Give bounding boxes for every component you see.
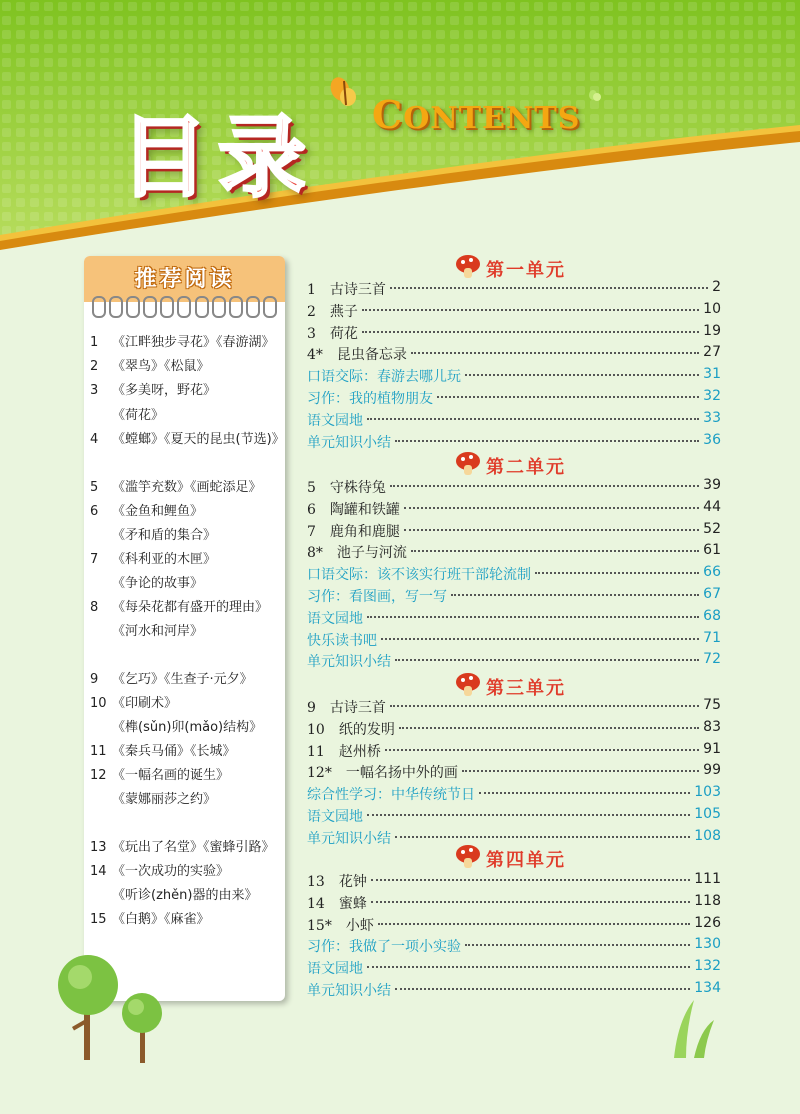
toc-entry[interactable] — [307, 741, 721, 761]
toc-entry-page: 2 — [712, 279, 721, 295]
ring-icon — [177, 296, 191, 318]
toc-entry-page: 72 — [703, 651, 721, 668]
mushroom-icon — [455, 844, 481, 870]
toc-entry[interactable] — [307, 719, 721, 739]
toc-entry-page: 71 — [703, 629, 721, 646]
toc-entry-title: 11 赵州桥 — [307, 743, 381, 760]
recommended-item — [90, 668, 253, 687]
dot-leader — [395, 659, 699, 661]
toc-entry-page: 83 — [703, 718, 721, 735]
toc-entry-title: 14 蜜蜂 — [307, 895, 367, 912]
dot-leader — [362, 309, 699, 311]
recommended-item-title: 《一幅名画的诞生》 — [112, 768, 230, 783]
toc-entry-page: 105 — [694, 806, 721, 822]
toc-entry-title: 2 燕子 — [307, 303, 358, 320]
ring-icon — [229, 296, 243, 318]
ring-icon — [195, 296, 209, 318]
recommended-item-number: 5 — [90, 480, 99, 495]
recommended-item-number: 6 — [90, 504, 99, 519]
toc-entry-page: 33 — [703, 409, 721, 426]
toc-entry-title: 5 守株待兔 — [307, 480, 386, 496]
butterfly-icon — [330, 75, 360, 115]
title-english — [372, 92, 580, 137]
recommended-item-number: 12 — [90, 768, 107, 783]
recommended-item-title: 《玩出了名堂》《蜜蜂引路》 — [112, 840, 275, 855]
recommended-item-title: 《科利亚的木匣》 — [112, 552, 217, 567]
recommended-item — [90, 548, 216, 567]
recommended-item-title: 《江畔独步寻花》《春游湖》 — [112, 335, 275, 350]
toc-entry[interactable] — [307, 521, 721, 541]
dot-leader — [479, 792, 690, 794]
recommended-item — [90, 620, 203, 639]
toc-entry[interactable] — [307, 697, 721, 717]
toc-entry-title: 口语交际：该不该实行班干部轮流制 — [307, 567, 531, 584]
toc-entry-title: 7 鹿角和鹿腿 — [307, 523, 400, 540]
recommended-item — [90, 596, 268, 615]
recommended-item-title: 《印刷术》 — [112, 696, 178, 711]
toc-entry[interactable] — [307, 828, 721, 848]
toc-entry-title: 单元知识小结 — [307, 983, 391, 999]
toc-entry-title: 单元知识小结 — [307, 434, 391, 451]
recommended-item-title: 《秦兵马俑》《长城》 — [112, 744, 236, 759]
toc-entry-title: 单元知识小结 — [307, 654, 391, 671]
recommended-item-number: 10 — [90, 696, 107, 711]
dot-leader — [378, 923, 690, 925]
toc-entry-title: 4* 昆虫备忘录 — [307, 347, 407, 364]
dot-leader — [371, 901, 690, 903]
dot-leader — [535, 572, 699, 574]
recommended-item-number: 2 — [90, 359, 99, 374]
toc-entry-title: 12* 一幅名扬中外的画 — [307, 765, 458, 782]
ring-icon — [143, 296, 157, 318]
toc-entry-title: 单元知识小结 — [307, 830, 391, 847]
recommended-item — [90, 404, 164, 423]
recommended-item — [90, 860, 229, 879]
dot-leader — [404, 529, 699, 531]
toc-entry-page: 61 — [703, 542, 721, 559]
toc-entry-page: 134 — [694, 980, 721, 996]
recommended-item-number: 15 — [90, 912, 107, 927]
unit-heading: 第四单元 — [486, 850, 566, 871]
mushroom-icon — [455, 254, 481, 280]
recommended-item-title: 《荷花》 — [112, 408, 165, 423]
recommended-reading-panel — [84, 256, 285, 1001]
toc-entry[interactable] — [307, 762, 721, 782]
recommended-item — [90, 331, 275, 350]
toc-entry[interactable] — [307, 608, 721, 628]
recommended-item — [90, 740, 236, 759]
toc-entry-page: 103 — [694, 784, 721, 801]
toc-entry[interactable] — [307, 366, 721, 386]
toc-entry[interactable] — [307, 499, 721, 519]
toc-entry-page: 52 — [703, 520, 721, 537]
recommended-item-title: 《螳螂》《夏天的昆虫(节选)》 — [112, 432, 285, 447]
toc-entry-title: 习作：我做了一项小实验 — [307, 939, 461, 956]
dot-leader — [371, 879, 690, 881]
page-title: 目录 — [120, 106, 317, 209]
recommended-item — [90, 716, 262, 735]
dot-leader — [395, 988, 690, 990]
toc-entry[interactable] — [307, 651, 721, 671]
dot-leader — [367, 616, 699, 618]
toc-entry-title: 3 荷花 — [307, 325, 358, 342]
toc-entry-title: 快乐读书吧 — [307, 632, 377, 649]
recommended-item — [90, 692, 177, 711]
dot-leader — [404, 507, 699, 509]
toc-entry-page: 99 — [703, 762, 721, 779]
unit-heading: 第三单元 — [486, 678, 566, 699]
toc-entry-page: 118 — [694, 892, 721, 909]
toc-entry-page: 39 — [703, 477, 721, 493]
recommended-item-title: 《争论的故事》 — [112, 576, 204, 591]
mushroom-icon — [455, 672, 481, 698]
toc-entry[interactable] — [307, 410, 721, 430]
toc-entry-page: 91 — [703, 740, 721, 757]
toc-entry-page: 126 — [694, 914, 721, 931]
toc-entry[interactable] — [307, 323, 721, 343]
dot-leader — [385, 749, 699, 751]
recommended-item — [90, 428, 285, 447]
toc-entry[interactable] — [307, 893, 721, 913]
dot-leader — [390, 485, 699, 487]
toc-entry-page: 130 — [694, 936, 721, 953]
toc-entry-title: 13 花钟 — [307, 874, 367, 890]
toc-entry-page: 36 — [703, 431, 721, 448]
title-english-initial: C — [372, 92, 404, 137]
dot-leader — [465, 374, 699, 376]
recommended-item-number: 4 — [90, 432, 99, 447]
dot-leader — [390, 287, 708, 289]
toc-entry[interactable] — [307, 784, 721, 804]
toc-entry[interactable] — [307, 344, 721, 364]
recommended-item-title: 《河水和河岸》 — [112, 624, 204, 639]
dot-leader — [395, 836, 690, 838]
toc-entry-title: 语文园地 — [307, 961, 363, 978]
recommended-item-number: 13 — [90, 840, 107, 855]
mushroom-icon — [455, 451, 481, 477]
toc-entry-page: 132 — [694, 958, 721, 975]
recommended-item — [90, 476, 262, 495]
recommended-item — [90, 355, 210, 374]
toc-entry-page: 67 — [703, 586, 721, 602]
toc-entry-title: 8* 池子与河流 — [307, 545, 407, 562]
dot-leader — [462, 770, 699, 772]
toc-entry[interactable] — [307, 586, 721, 606]
unit-heading: 第一单元 — [486, 260, 566, 281]
toc-entry[interactable] — [307, 915, 721, 935]
toc-entry-page: 10 — [703, 300, 721, 317]
recommended-item — [90, 908, 210, 927]
dot-leader — [381, 638, 699, 640]
recommended-item — [90, 836, 275, 855]
toc-entry[interactable] — [307, 936, 721, 956]
panel-title: 推荐阅读 — [134, 267, 235, 292]
binder-rings — [92, 296, 277, 318]
toc-entry-page: 68 — [703, 607, 721, 624]
toc-entry-page: 66 — [703, 564, 721, 581]
recommended-item-title: 《一次成功的实验》 — [112, 864, 230, 879]
toc-entry-title: 口语交际：春游去哪儿玩 — [307, 369, 461, 386]
recommended-item — [90, 884, 257, 903]
toc-entry-page: 31 — [703, 366, 721, 383]
recommended-item-title: 《蒙娜丽莎之约》 — [112, 792, 217, 807]
toc-entry-page: 44 — [703, 498, 721, 515]
toc-entry[interactable] — [307, 477, 721, 497]
toc-entry-page: 75 — [703, 697, 721, 713]
dot-leader — [367, 418, 699, 420]
recommended-item-title: 《榫(sǔn)卯(mǎo)结构》 — [112, 720, 263, 735]
toc-entry-title: 9 古诗三首 — [307, 700, 386, 716]
dot-leader — [437, 396, 699, 398]
toc-entry[interactable] — [307, 806, 721, 826]
dot-leader — [411, 550, 699, 552]
recommended-item-number: 1 — [90, 335, 99, 350]
ring-icon — [212, 296, 226, 318]
toc-entry-title: 10 纸的发明 — [307, 721, 395, 738]
dot-leader — [390, 705, 699, 707]
toc-entry-page: 19 — [703, 322, 721, 339]
recommended-item — [90, 572, 203, 591]
recommended-item — [90, 379, 216, 398]
ring-icon — [92, 296, 106, 318]
unit-heading: 第二单元 — [486, 457, 566, 478]
recommended-item-number: 14 — [90, 864, 107, 879]
recommended-item-title: 《乞巧》《生查子·元夕》 — [112, 672, 253, 687]
toc-entry[interactable] — [307, 279, 721, 299]
toc-entry[interactable] — [307, 871, 721, 891]
grass-illustration — [664, 1000, 724, 1064]
toc-entry-title: 语文园地 — [307, 412, 363, 429]
toc-entry-title: 综合性学习：中华传统节日 — [307, 787, 475, 804]
toc-entry[interactable] — [307, 301, 721, 321]
dot-leader — [395, 440, 699, 442]
dot-leader — [362, 331, 699, 333]
trees-illustration — [50, 945, 170, 1069]
recommended-item-title: 《多美呀，野花》 — [112, 383, 217, 398]
recommended-item-title: 《滥竽充数》《画蛇添足》 — [112, 480, 262, 495]
toc-entry-page: 27 — [703, 344, 721, 361]
ring-icon — [263, 296, 277, 318]
toc-entry-title: 语文园地 — [307, 809, 363, 825]
ring-icon — [160, 296, 174, 318]
toc-entry-page: 108 — [694, 827, 721, 844]
recommended-item-title: 《听诊(zhěn)器的由来》 — [112, 888, 258, 903]
ring-icon — [246, 296, 260, 318]
toc-entry[interactable] — [307, 542, 721, 562]
toc-entry-title: 习作：看图画，写一写 — [307, 589, 447, 605]
butterfly-small-icon — [588, 88, 602, 107]
recommended-item-number: 9 — [90, 672, 99, 687]
toc-entry-title: 1 古诗三首 — [307, 282, 386, 298]
recommended-item-title: 《矛和盾的集合》 — [112, 528, 217, 543]
recommended-item — [90, 764, 229, 783]
ring-icon — [109, 296, 123, 318]
title-english-rest: ONTENTS — [403, 101, 581, 136]
recommended-item-title: 《翠鸟》《松鼠》 — [112, 359, 210, 374]
toc-entry-title: 15* 小虾 — [307, 917, 374, 934]
recommended-item-title: 《白鹅》《麻雀》 — [112, 912, 210, 927]
toc-entry-title: 6 陶罐和铁罐 — [307, 501, 400, 518]
recommended-item — [90, 524, 216, 543]
dot-leader — [367, 966, 690, 968]
toc-entry[interactable] — [307, 432, 721, 452]
toc-entry-page: 32 — [703, 388, 721, 404]
dot-leader — [451, 594, 699, 596]
recommended-item-title: 《金鱼和鲤鱼》 — [112, 504, 204, 519]
dot-leader — [367, 814, 690, 816]
toc-entry[interactable] — [307, 958, 721, 978]
dot-leader — [465, 944, 690, 946]
ring-icon — [126, 296, 140, 318]
toc-entry-title: 习作：我的植物朋友 — [307, 391, 433, 407]
dot-leader — [399, 727, 699, 729]
recommended-item-number: 11 — [90, 744, 107, 759]
toc-entry[interactable] — [307, 564, 721, 584]
recommended-item-number: 8 — [90, 600, 99, 615]
toc-entry[interactable] — [307, 388, 721, 408]
recommended-item — [90, 788, 216, 807]
toc-entry-page: 111 — [694, 871, 721, 887]
toc-entry[interactable] — [307, 630, 721, 650]
toc-entry-title: 语文园地 — [307, 610, 363, 627]
recommended-item-title: 《每朵花都有盛开的理由》 — [112, 600, 269, 615]
recommended-item-number: 3 — [90, 383, 99, 398]
recommended-item — [90, 500, 203, 519]
recommended-item-number: 7 — [90, 552, 99, 567]
dot-leader — [411, 352, 699, 354]
toc-entry[interactable] — [307, 980, 721, 1000]
